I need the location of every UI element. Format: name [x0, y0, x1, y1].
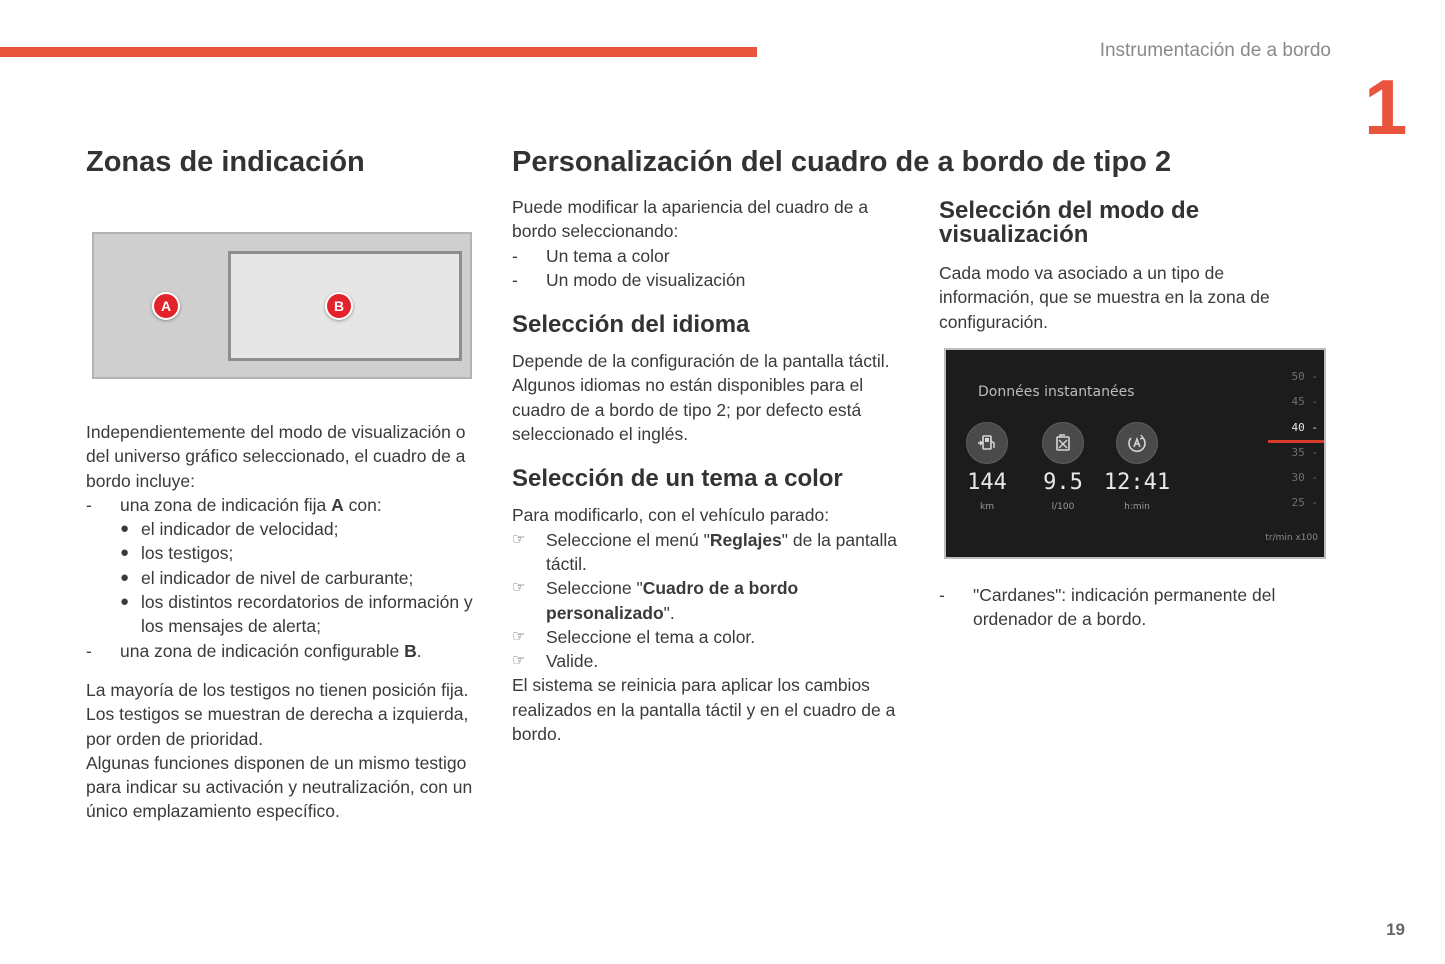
rpm-tick: 45 - [1291, 395, 1318, 409]
bullet-icon: ● [120, 520, 130, 538]
step-item: ☞ Seleccione "Cuadro de a bordo personalizado". [512, 576, 904, 625]
rpm-unit: tr/min x100 [1265, 533, 1318, 543]
paragraph: El sistema se reinicia para aplicar los cambios realizados en la pantalla táctil y en el cuadro de a bordo. [512, 675, 896, 745]
page-number: 19 [1386, 920, 1405, 939]
zones-intro: Independientemente del modo de visualización o del universo gráfico seleccionado, el cuadro de a bordo incluye: [86, 422, 466, 491]
paragraph: Algunos idiomas no están disponibles para el cuadro de a bordo de tipo 2; por defecto está seleccionado el inglés. [512, 375, 864, 445]
paragraph: Puede modificar la apariencia del cuadro de a bordo seleccionando: [512, 197, 869, 242]
stop-start-timer-icon [1116, 422, 1158, 464]
subheading-language: Selección del idioma [512, 311, 750, 339]
rpm-tick: 25 - [1291, 496, 1318, 510]
bullet-item: ● los distintos recordatorios de información y los mensajes de alerta; [86, 590, 478, 639]
fuel-range-icon [966, 422, 1008, 464]
personalization-column [512, 195, 904, 746]
list-item [86, 493, 478, 517]
zone-a-badge: A [154, 294, 178, 318]
instrument-screen-image [944, 348, 1326, 559]
chapter-number: 1 [1364, 63, 1408, 151]
range-unit: km [980, 502, 994, 512]
bullet-item: ● el indicador de nivel de carburante; [86, 566, 478, 590]
rpm-tick: 30 - [1291, 471, 1318, 485]
dash-marker: - [939, 585, 945, 605]
rpm-marker [1268, 440, 1324, 443]
consumption-unit: l/100 [1051, 502, 1075, 512]
time-value: 12:41 [1103, 470, 1171, 495]
screen-title: Données instantanées [978, 384, 1135, 400]
time-unit: h:min [1124, 502, 1150, 512]
pointing-hand-icon: ☞ [512, 579, 526, 597]
section-heading-zonas: Zonas de indicación [86, 146, 365, 178]
step-item: ☞ Valide. [512, 649, 904, 673]
list-item-text: una zona de indicación configurable B. [120, 640, 422, 661]
bullet-icon: ● [120, 593, 130, 611]
zones-text-column [86, 420, 478, 824]
range-value: 144 [967, 470, 1007, 495]
dash-marker: - [512, 245, 518, 266]
rpm-tick: 50 - [1291, 370, 1318, 383]
page-title: Personalización del cuadro de a bordo de tipo 2 [512, 146, 1172, 178]
step-item: ☞ Seleccione el menú "Reglajes" de la pantalla táctil. [512, 528, 904, 577]
list-item: - "Cardanes": indicación permanente del ordenador de a bordo. [939, 583, 1319, 632]
rpm-tick: 40 - [1291, 420, 1318, 434]
bullet-item: ● los testigos; [86, 541, 478, 565]
dash-marker: - [86, 640, 92, 661]
paragraph: La mayoría de los testigos no tienen posición fija. [86, 679, 469, 700]
paragraph: Los testigos se muestran de derecha a izquierda, por orden de prioridad. [86, 704, 469, 749]
rpm-scale [1270, 370, 1318, 522]
paragraph: Depende de la configuración de la pantalla táctil. [512, 351, 890, 372]
subheading-display-mode: Selección del modo de visualización [939, 197, 1200, 248]
display-mode-list [939, 583, 1319, 632]
dash-marker: - [512, 269, 518, 290]
zone-b-badge: B [327, 294, 351, 318]
rpm-tick: 35 - [1291, 445, 1318, 459]
fuel-consumption-icon [1042, 422, 1084, 464]
bullet-item: ● el indicador de velocidad; [86, 517, 478, 541]
pointing-hand-icon: ☞ [512, 652, 526, 670]
pointing-hand-icon: ☞ [512, 627, 526, 645]
bullet-icon: ● [120, 544, 130, 562]
consumption-value: 9.5 [1043, 470, 1083, 495]
bullet-icon: ● [120, 568, 130, 586]
header-accent-bar [0, 47, 757, 57]
dash-marker: - [86, 494, 92, 515]
display-zones-diagram [92, 232, 472, 379]
paragraph: Para modificarlo, con el vehículo parado: [512, 505, 830, 526]
paragraph: Cada modo va asociado a un tipo de información, que se muestra en la zona de configuración. [939, 263, 1270, 332]
list-item [86, 639, 478, 663]
list-item: - Un modo de visualización [512, 268, 904, 292]
display-mode-column [939, 195, 1319, 334]
paragraph: Algunas funciones disponen de un mismo testigo para indicar su activación y neutralización, con un único emplazamiento específico. [86, 752, 473, 822]
running-header: Instrumentación de a bordo [1099, 40, 1331, 61]
pointing-hand-icon: ☞ [512, 530, 526, 548]
subheading-color-theme: Selección de un tema a color [512, 465, 843, 493]
step-item: ☞ Seleccione el tema a color. [512, 625, 904, 649]
list-item-text: una zona de indicación fija A con: [120, 494, 382, 515]
list-item: - Un tema a color [512, 244, 904, 268]
